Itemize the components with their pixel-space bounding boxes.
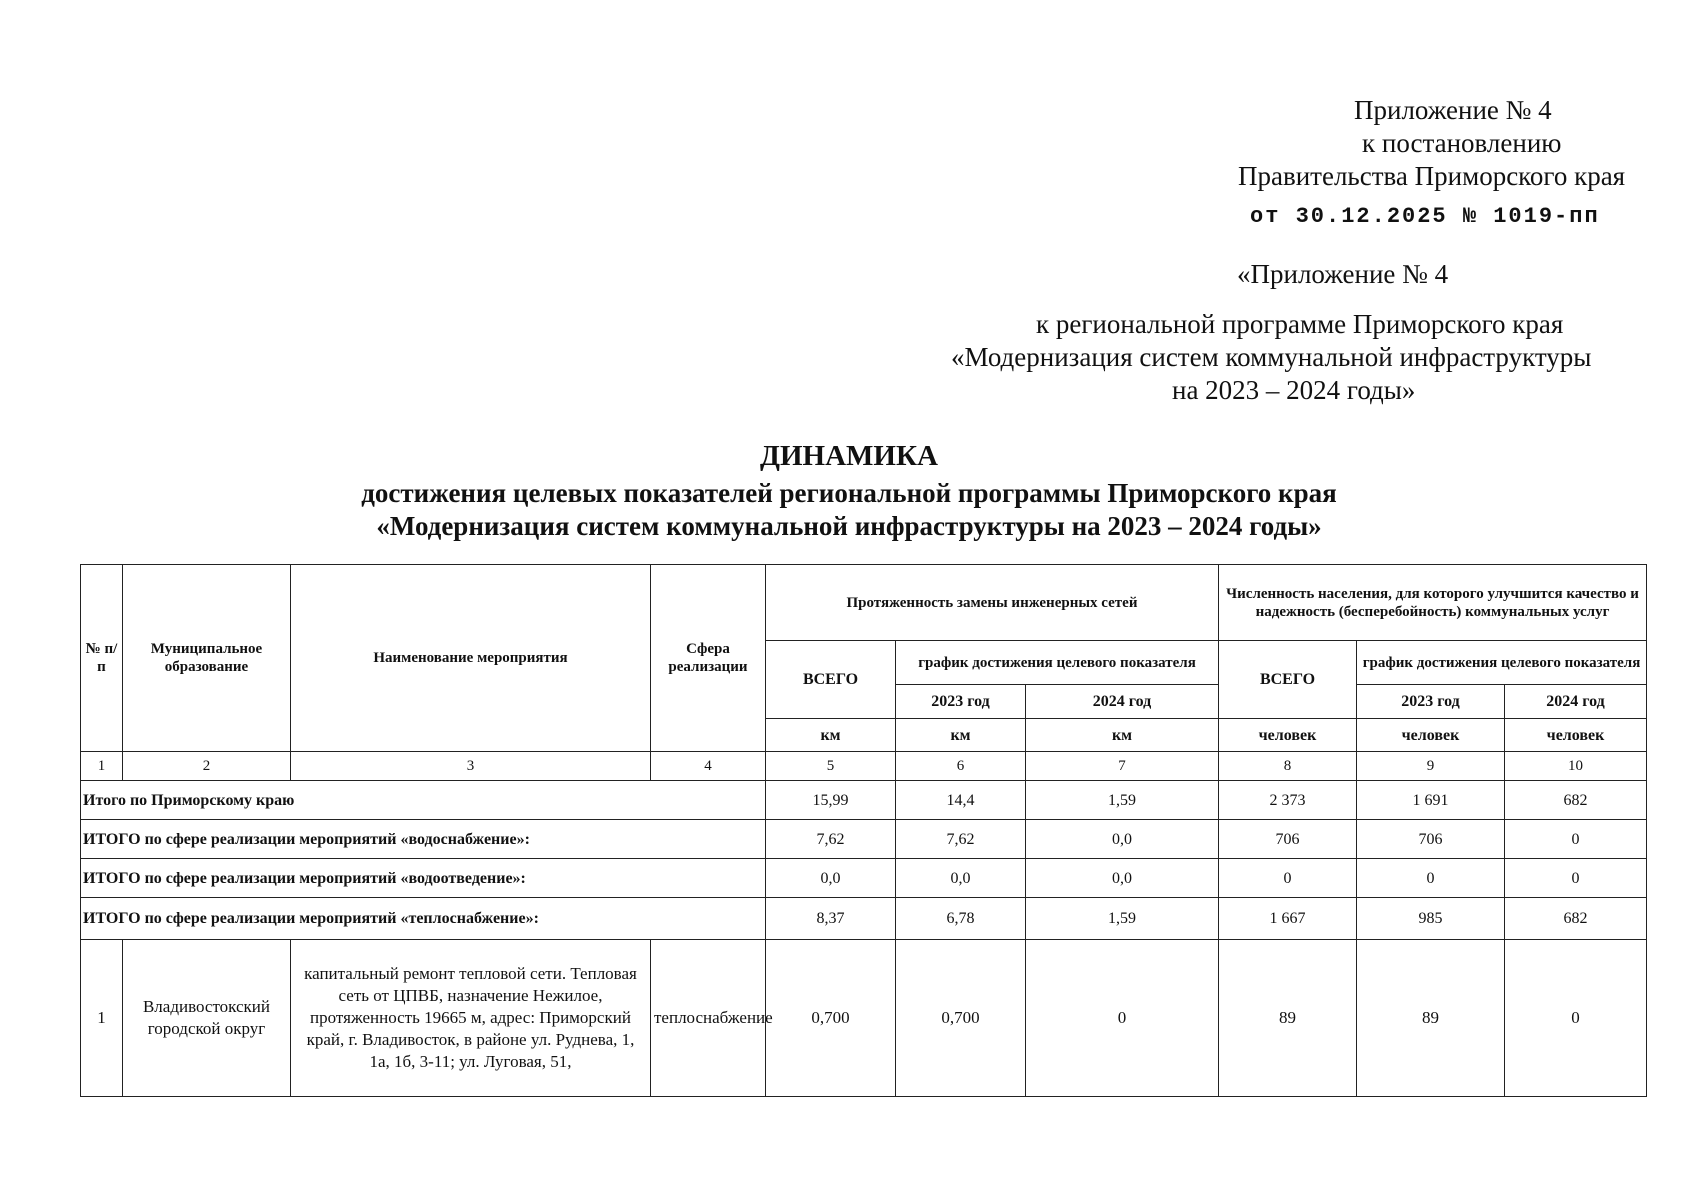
summary-value: 682 [1505,781,1647,820]
summary-label: ИТОГО по сфере реализации мероприятий «теплоснабжение»: [81,898,766,940]
unit-cell: км [896,719,1026,752]
unit-cell: человек [1505,719,1647,752]
column-number: 8 [1219,752,1357,781]
summary-value: 1,59 [1026,898,1219,940]
col-header-sphere: Сфера реализации [651,565,766,752]
row-sphere: теплоснабжение [651,940,766,1097]
length-2023-header: 2023 год [896,685,1026,719]
summary-value: 682 [1505,898,1647,940]
summary-value: 7,62 [766,820,896,859]
summary-value: 7,62 [896,820,1026,859]
document-subtitle-2: «Модернизация систем коммунальной инфраструктуры на 2023 – 2024 годы» [376,511,1322,541]
column-number: 1 [81,752,123,781]
summary-value: 1 691 [1357,781,1505,820]
program-line-2: «Модернизация систем коммунальной инфраструктуры [951,342,1592,372]
summary-row-water-supply [81,820,1647,859]
table-row [81,940,1647,1097]
column-number: 7 [1026,752,1219,781]
to-resolution-label: к постановлению [1362,128,1562,158]
summary-value: 0 [1505,859,1647,898]
column-number: 10 [1505,752,1647,781]
summary-value: 6,78 [896,898,1026,940]
summary-value: 706 [1357,820,1505,859]
row-number: 1 [81,940,123,1097]
population-total-header: ВСЕГО [1219,641,1357,719]
summary-label: Итого по Приморскому краю [81,781,766,820]
summary-value: 0,0 [766,859,896,898]
population-schedule-header: график достижения целевого показателя [1357,641,1647,685]
summary-value: 1 667 [1219,898,1357,940]
program-line-3: на 2023 – 2024 годы» [1172,375,1416,405]
summary-value: 15,99 [766,781,896,820]
column-number: 4 [651,752,766,781]
population-2023-header: 2023 год [1357,685,1505,719]
summary-label: ИТОГО по сфере реализации мероприятий «водоснабжение»: [81,820,766,859]
population-2024-header: 2024 год [1505,685,1647,719]
appendix-label: Приложение № 4 [1354,95,1552,125]
summary-row-total [81,781,1647,820]
row-value: 0 [1026,940,1219,1097]
summary-value: 985 [1357,898,1505,940]
col-header-no: № п/п [81,565,123,752]
column-number-row [81,752,1647,781]
summary-value: 0,0 [1026,820,1219,859]
summary-value: 0,0 [1026,859,1219,898]
summary-value: 0 [1505,820,1647,859]
summary-row-sewerage [81,859,1647,898]
summary-row-heat-supply [81,898,1647,940]
column-number: 2 [123,752,291,781]
column-number: 5 [766,752,896,781]
row-value: 89 [1219,940,1357,1097]
column-number: 6 [896,752,1026,781]
length-2024-header: 2024 год [1026,685,1219,719]
col-header-municipality: Муниципальное образование [123,565,291,752]
summary-value: 8,37 [766,898,896,940]
program-line-1: к региональной программе Приморского края [1036,309,1564,339]
row-value: 0,700 [766,940,896,1097]
unit-cell: км [1026,719,1219,752]
length-total-header: ВСЕГО [766,641,896,719]
row-value: 89 [1357,940,1505,1097]
column-number: 3 [291,752,651,781]
group-header-length: Протяженность замены инженерных сетей [766,565,1219,641]
group-header-population: Численность населения, для которого улучшится качество и надежность (бесперебойность) коммунальных услуг [1219,565,1647,641]
indicators-table [80,564,1647,1097]
summary-label: ИТОГО по сфере реализации мероприятий «водоотведение»: [81,859,766,898]
col-header-event: Наименование мероприятия [291,565,651,752]
appendix-quoted-label: «Приложение № 4 [1237,259,1449,289]
unit-cell: человек [1219,719,1357,752]
row-value: 0 [1505,940,1647,1097]
unit-cell: км [766,719,896,752]
summary-value: 0,0 [896,859,1026,898]
summary-value: 14,4 [896,781,1026,820]
summary-value: 706 [1219,820,1357,859]
row-event-name: капитальный ремонт тепловой сети. Тепловая сеть от ЦПВБ, назначение Нежилое, протяженность 19665 м, адрес: Приморский край, г. Владивосток, в районе ул. Руднева, 1, 1а, 1б, 3-11; ул. Луговая, 51, [291,940,651,1097]
summary-value: 2 373 [1219,781,1357,820]
row-municipality: Владивостокский городской округ [123,940,291,1097]
column-number: 9 [1357,752,1505,781]
row-value: 0,700 [896,940,1026,1097]
government-label: Правительства Приморского края [1238,161,1626,191]
summary-value: 1,59 [1026,781,1219,820]
summary-value: 0 [1357,859,1505,898]
document-subtitle-1: достижения целевых показателей региональной программы Приморского края [361,478,1337,508]
summary-value: 0 [1219,859,1357,898]
unit-cell: человек [1357,719,1505,752]
date-number-stamp: от 30.12.2025 № 1019-пп [1250,204,1600,229]
length-schedule-header: график достижения целевого показателя [896,641,1219,685]
document-title: ДИНАМИКА [760,440,938,472]
